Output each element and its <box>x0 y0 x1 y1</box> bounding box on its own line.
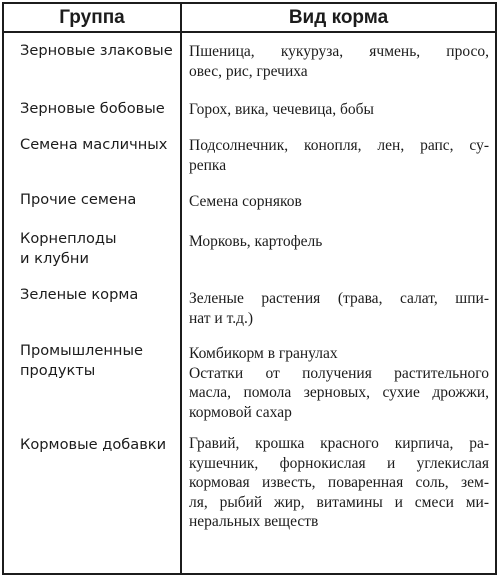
kind-line: Остатки от получения растительного <box>189 364 489 382</box>
header-feed-kind: Вид корма <box>288 7 389 28</box>
group-cell <box>20 229 175 268</box>
kind-line: Пшеница, кукуруза, ячмень, просо, <box>189 43 489 60</box>
group-cell <box>20 41 175 61</box>
kind-line: Морковь, картофель <box>189 233 323 250</box>
group-cell <box>20 341 175 380</box>
kind-cell <box>189 434 489 532</box>
kind-line: Комбикорм в гранулах <box>189 345 338 362</box>
group-line: Кормовые добавки <box>20 436 167 453</box>
kind-line: ля, рыбий жир, витамины и смеси ми- <box>189 493 489 511</box>
group-line: Зеленые корма <box>20 286 139 303</box>
column-divider <box>180 4 182 573</box>
table-header <box>4 4 495 33</box>
group-cell <box>20 190 175 210</box>
feed-table <box>2 2 497 575</box>
kind-cell <box>189 289 489 328</box>
group-line: Зерновые бобовые <box>20 100 165 117</box>
kind-line: овес, рис, гречиха <box>189 62 308 80</box>
header-group: Группа <box>59 7 125 28</box>
kind-line: масла, помола зерновых, сухие дрожжи, <box>189 384 489 402</box>
kind-line: кушечник, форнокислая и углекислая <box>189 454 489 472</box>
group-line: Корнеплоды <box>20 230 117 247</box>
group-line: Зерновые злаковые <box>20 42 173 59</box>
kind-line: Горох, вика, чечевица, бобы <box>189 101 374 118</box>
kind-line: неральных веществ <box>189 513 319 531</box>
group-line: и клубни <box>20 249 89 267</box>
kind-cell <box>189 232 489 252</box>
group-line: Прочие семена <box>20 191 137 208</box>
kind-cell <box>189 136 489 175</box>
kind-line: Подсолнечник, конопля, лен, рапс, су- <box>189 137 489 154</box>
group-line: Промышленные <box>20 342 143 359</box>
group-line: продукты <box>20 361 96 379</box>
kind-line: Семена сорняков <box>189 193 302 210</box>
kind-line: Зеленые растения (трава, салат, шпи- <box>189 290 489 307</box>
kind-line: Гравий, крошка красного кирпича, ра- <box>189 435 489 452</box>
kind-cell <box>189 42 489 81</box>
kind-line: репка <box>189 156 227 174</box>
kind-line: нат и т.д.) <box>189 309 253 327</box>
kind-cell <box>189 100 489 120</box>
group-cell <box>20 99 175 119</box>
group-cell <box>20 135 175 155</box>
group-line: Семена масличных <box>20 136 168 153</box>
kind-cell <box>189 344 489 422</box>
kind-cell <box>189 192 489 212</box>
kind-line: кормовая известь, поваренная соль, зем- <box>189 474 489 492</box>
group-cell <box>20 285 175 305</box>
kind-line: кормовой сахар <box>189 403 292 421</box>
group-cell <box>20 435 175 455</box>
